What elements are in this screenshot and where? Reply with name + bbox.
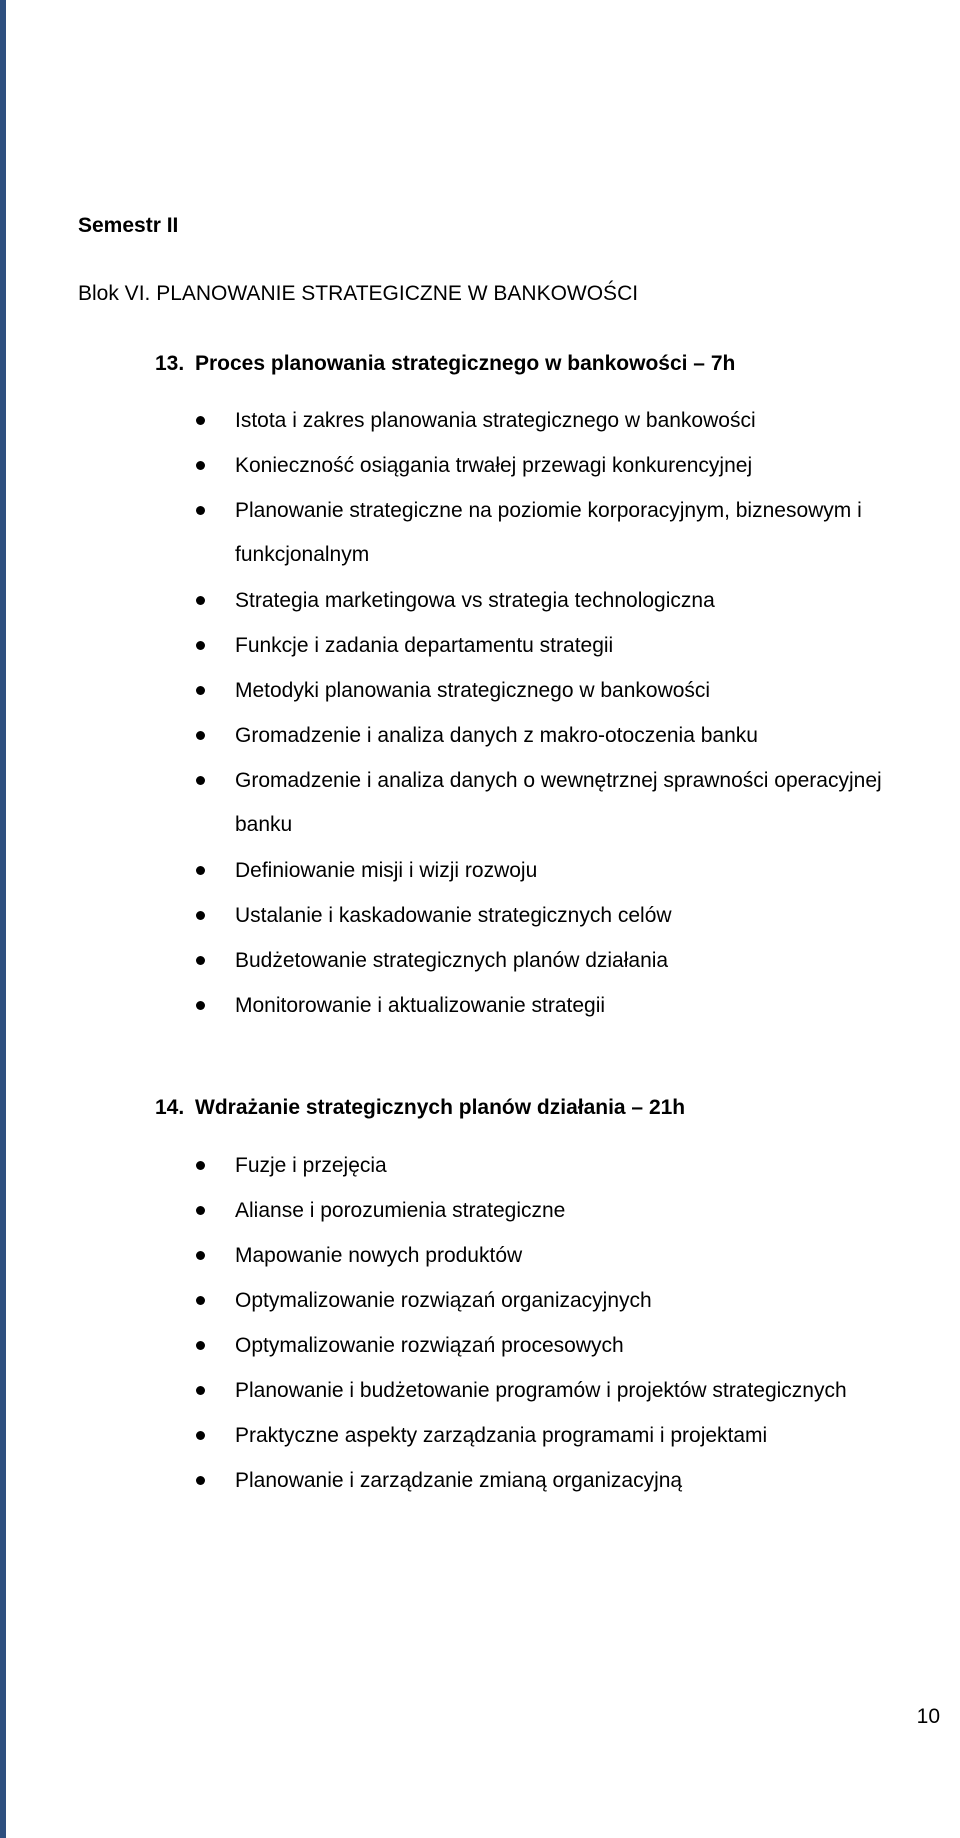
section-title [155, 1094, 685, 1122]
list-item: Ustalanie i kaskadowanie strategicznych celów [196, 894, 916, 938]
list-item: Fuzje i przejęcia [196, 1144, 916, 1188]
list-item: Budżetowanie strategicznych planów działania [196, 939, 916, 983]
bullet-icon [196, 956, 205, 965]
section-title-text: Proces planowania strategicznego w bankowości – 7h [195, 352, 736, 375]
list-item: Strategia marketingowa vs strategia technologiczna [196, 579, 916, 623]
bullet-icon [196, 1296, 205, 1305]
bullet-icon [196, 686, 205, 695]
section-title-text: Wdrażanie strategicznych planów działania – 21h [195, 1096, 686, 1119]
bullet-icon [196, 1206, 205, 1215]
bullet-icon [196, 506, 205, 515]
bullet-icon [196, 641, 205, 650]
block-heading: Blok VI. PLANOWANIE STRATEGICZNE W BANKOWOŚCI [78, 282, 639, 305]
bullet-icon [196, 1476, 205, 1485]
bullet-icon [196, 461, 205, 470]
list-item: Planowanie i budżetowanie programów i projektów strategicznych [196, 1369, 916, 1413]
left-margin-rule [0, 0, 6, 1838]
bullet-icon [196, 596, 205, 605]
section-number: 14. [155, 1096, 185, 1119]
list-item: Praktyczne aspekty zarządzania programami i projektami [196, 1414, 916, 1458]
list-item: Planowanie i zarządzanie zmianą organizacyjną [196, 1459, 916, 1503]
bullet-icon [196, 1161, 205, 1170]
section-number: 13. [155, 352, 185, 375]
list-item: Gromadzenie i analiza danych z makro-otoczenia banku [196, 714, 916, 758]
list-item: Gromadzenie i analiza danych o wewnętrznej sprawności operacyjnej banku [196, 759, 916, 847]
bullet-icon [196, 1251, 205, 1260]
bullet-icon [196, 1386, 205, 1395]
section-title [155, 350, 735, 378]
list-item: Monitorowanie i aktualizowanie strategii [196, 984, 916, 1028]
list-item: Definiowanie misji i wizji rozwoju [196, 849, 916, 893]
list-item: Istota i zakres planowania strategicznego w bankowości [196, 399, 916, 443]
bullet-icon [196, 416, 205, 425]
list-item: Planowanie strategiczne na poziomie korporacyjnym, biznesowym i funkcjonalnym [196, 489, 916, 577]
list-item: Mapowanie nowych produktów [196, 1234, 916, 1278]
list-item: Konieczność osiągania trwałej przewagi konkurencyjnej [196, 444, 916, 488]
list-item: Funkcje i zadania departamentu strategii [196, 624, 916, 668]
list-item: Alianse i porozumienia strategiczne [196, 1189, 916, 1233]
bullet-icon [196, 731, 205, 740]
bullet-icon [196, 1341, 205, 1350]
bullet-icon [196, 866, 205, 875]
bullet-icon [196, 1001, 205, 1010]
semester-heading: Semestr II [78, 214, 179, 237]
bullet-icon [196, 1431, 205, 1440]
page-number: 10 [916, 1705, 940, 1728]
list-item: Optymalizowanie rozwiązań procesowych [196, 1324, 916, 1368]
list-item: Optymalizowanie rozwiązań organizacyjnych [196, 1279, 916, 1323]
bullet-icon [196, 911, 205, 920]
list-item: Metodyki planowania strategicznego w bankowości [196, 669, 916, 713]
bullet-icon [196, 776, 205, 785]
